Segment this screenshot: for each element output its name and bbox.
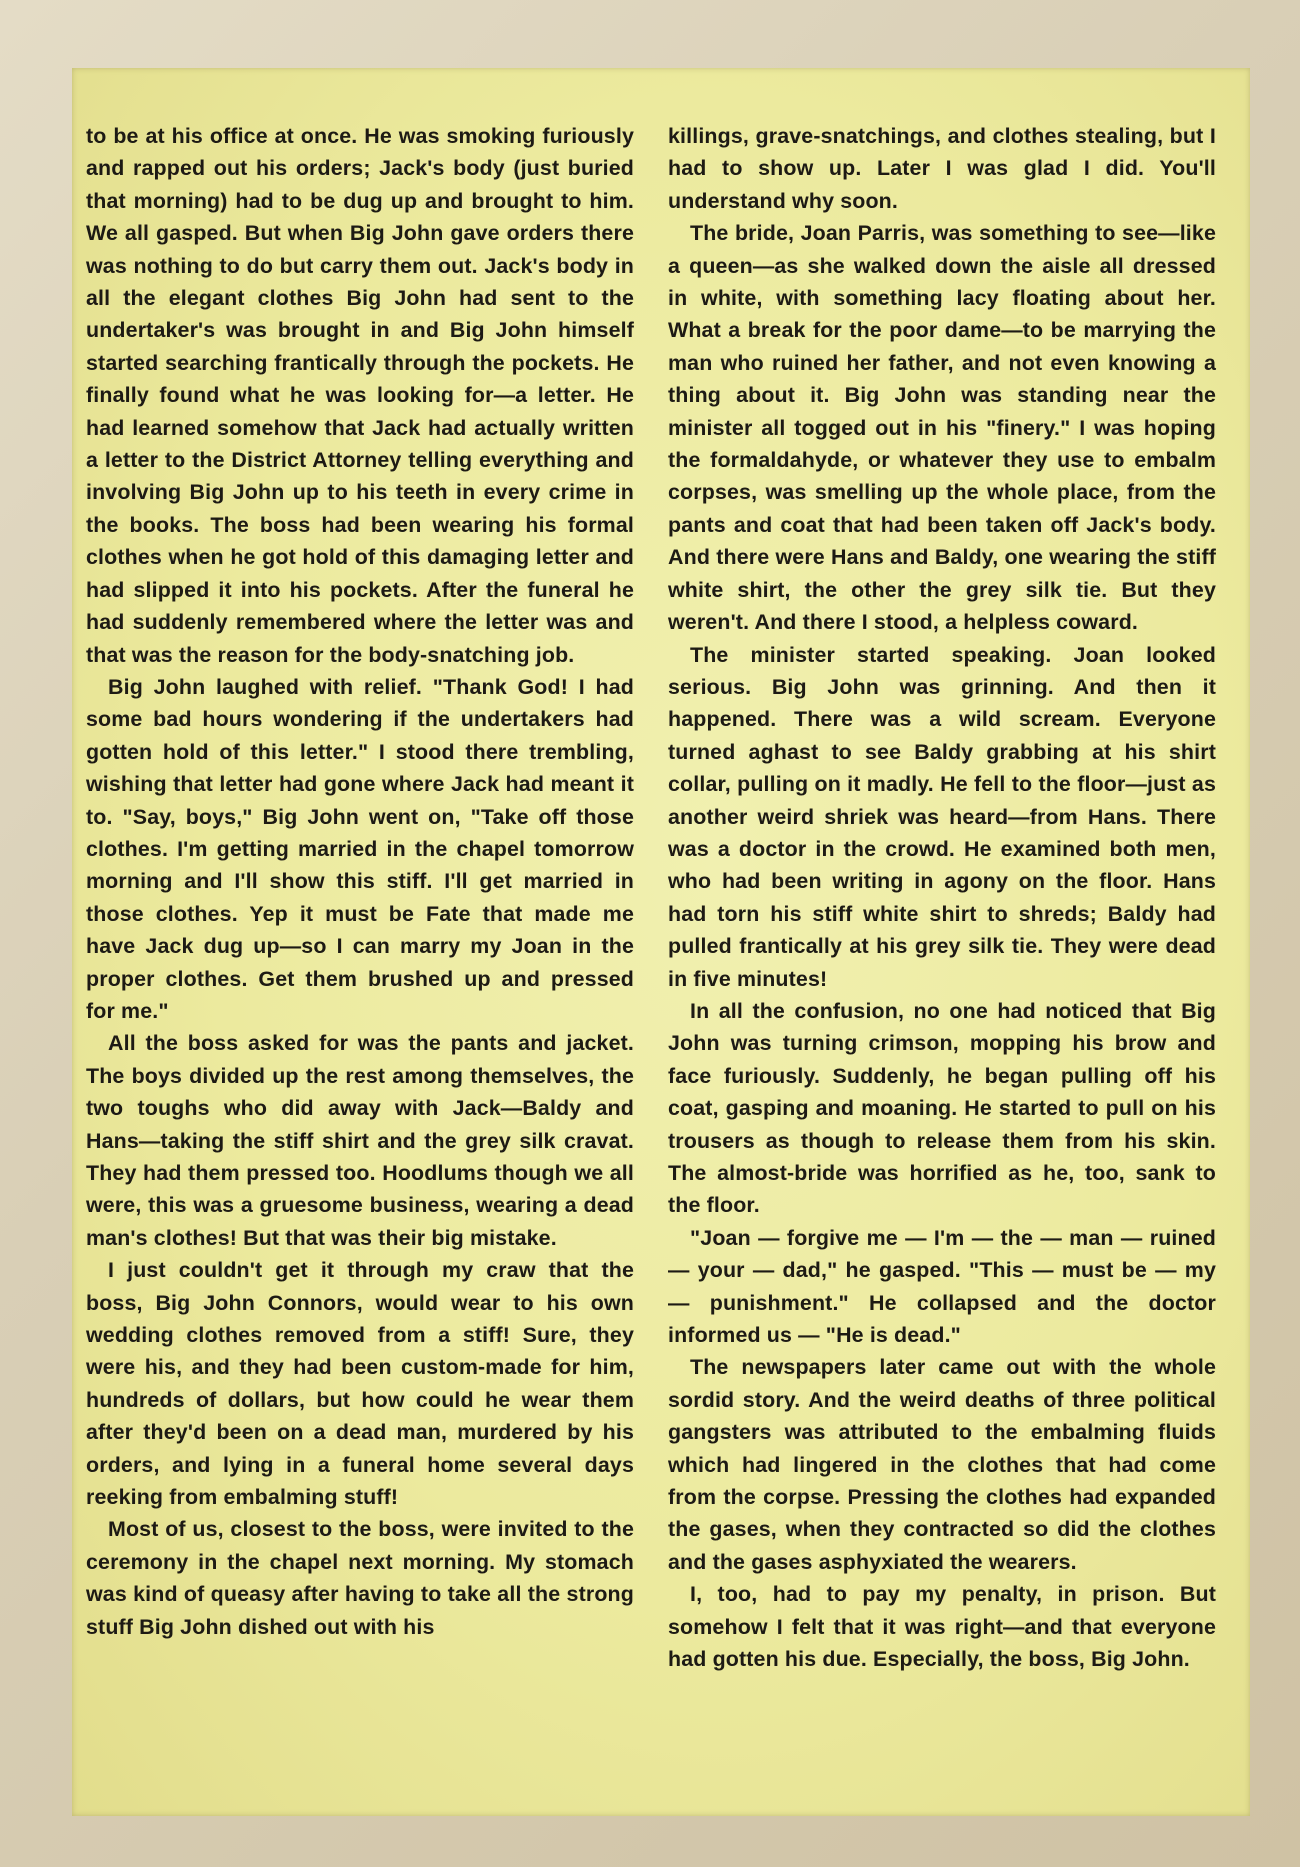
paragraph: The newspapers later came out with the whole sordid story. And the weird deaths of three political gangsters was attributed to the embalming fluids which had lingered in the clothes that had come from the corpse. Pressing the clothes had expanded the gases, when they contracted so did the clothes and the gases asphyxiated the wearers.	[668, 1355, 1216, 1574]
paragraph: to be at his office at once. He was smoking furiously and rapped out his orders; Jack's body (just buried that morning) had to be dug up and brought to him. We all gasped. But when Big John gave orders there was nothing to do but carry them out. Jack's body in all the elegant clothes Big John had sent to the undertaker's was brought in and Big John himself started searching frantically through the pockets. He finally found what he was looking for—a letter. He had learned somehow that Jack had actually written a letter to the District Attorney telling everything and involving Big John up to his teeth in every crime in the books. The boss had been wearing his formal clothes when he got hold of this damaging letter and had slipped it into his pockets. After the funeral he had suddenly remembered where the letter was and that was the reason for the body-snatching job.	[86, 124, 634, 667]
right-column	[668, 120, 1216, 1676]
paragraph: The bride, Joan Parris, was something to see—like a queen—as she walked down the aisle all dressed in white, with something lacy floating about her. What a break for the poor dame—to be marrying the man who ruined her father, and not even knowing a thing about it. Big John was standing near the minister all togged out in his "finery." I was hoping the formaldahyde, or whatever they use to embalm corpses, was smelling up the whole place, from the pants and coat that had been taken off Jack's body. And there were Hans and Baldy, one wearing the stiff white shirt, the other the grey silk tie. But they weren't. And there I stood, a helpless coward.	[668, 221, 1216, 635]
text-panel	[72, 68, 1250, 1816]
paragraph: I just couldn't get it through my craw that the boss, Big John Connors, would wear to his own wedding clothes removed from a stiff! Sure, they were his, and they had been custom-made for him, hundreds of dollars, but how could he wear them after they'd been on a dead man, murdered by his orders, and lying in a funeral home several days reeking from embalming stuff!	[86, 1258, 634, 1510]
paragraph: I, too, had to pay my penalty, in prison. But somehow I felt that it was right—and that everyone had gotten his due. Especially, the boss, Big John.	[668, 1582, 1216, 1672]
paragraph: killings, grave-snatchings, and clothes stealing, but I had to show up. Later I was glad I did. You'll understand why soon.	[668, 124, 1216, 213]
paragraph: "Joan — forgive me — I'm — the — man — ruined — your — dad," he gasped. "This — must be — my — punishment." He collapsed and the doctor informed us — "He is dead."	[668, 1225, 1216, 1348]
paragraph: All the boss asked for was the pants and jacket. The boys divided up the rest among themselves, the two toughs who did away with Jack—Baldy and Hans—taking the stiff shirt and the grey silk cravat. They had them pressed too. Hoodlums though we all were, this was a gruesome business, wearing a dead man's clothes! But that was their big mistake.	[86, 1031, 634, 1250]
paragraph: In all the confusion, no one had noticed that Big John was turning crimson, mopping his brow and face furiously. Suddenly, he began pulling off his coat, gasping and moaning. He started to pull on his trousers as though to release them from his skin. The almost-bride was horrified as he, too, sank to the floor.	[668, 998, 1216, 1218]
paragraph: Most of us, closest to the boss, were invited to the ceremony in the chapel next morning. My stomach was kind of queasy after having to take all the strong stuff Big John dished out with his	[86, 1517, 634, 1639]
left-column	[86, 120, 634, 1643]
paragraph: The minister started speaking. Joan looked serious. Big John was grinning. And then it happened. There was a wild scream. Everyone turned aghast to see Baldy grabbing at his shirt collar, pulling on it madly. He fell to the floor—just as another weird shriek was heard—from Hans. There was a doctor in the crowd. He examined both men, who had been writing in agony on the floor. Hans had torn his stiff white shirt to shreds; Baldy had pulled frantically at his grey silk tie. They were dead in five minutes!	[668, 642, 1216, 991]
paragraph: Big John laughed with relief. "Thank God! I had some bad hours wondering if the undertakers had gotten hold of this letter." I stood there trembling, wishing that letter had gone where Jack had meant it to. "Say, boys," Big John went on, "Take off those clothes. I'm getting married in the chapel tomorrow morning and I'll show this stiff. I'll get married in those clothes. Yep it must be Fate that made me have Jack dug up—so I can marry my Joan in the proper clothes. Get them brushed up and pressed for me."	[86, 674, 634, 1023]
